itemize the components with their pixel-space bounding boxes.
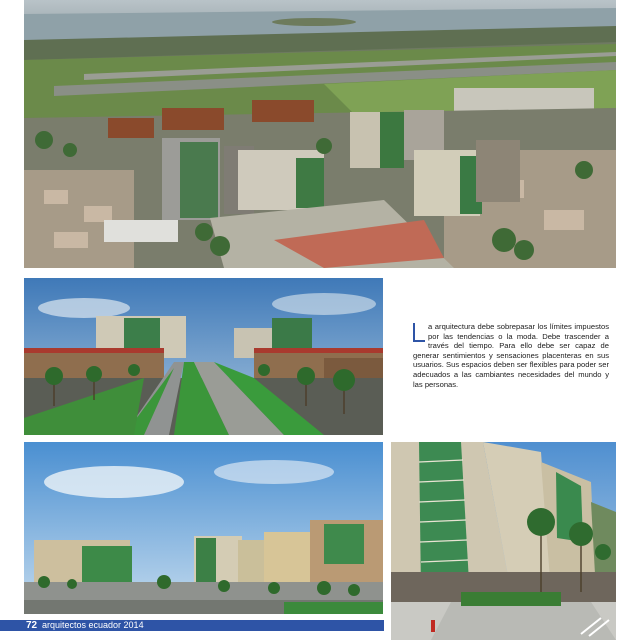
publication-name: arquitectos ecuador 2014: [42, 620, 144, 630]
page-footer: [0, 620, 640, 640]
page-number: 72: [26, 620, 38, 631]
dropcap-l-mark: [413, 323, 425, 342]
article-paragraph: [413, 322, 609, 389]
tower-rendering: [391, 442, 616, 640]
boulevard-rendering: [24, 278, 383, 435]
street-rendering: [24, 442, 383, 614]
aerial-photo: [24, 0, 616, 268]
article-text: a arquitectura debe sobrepasar los límites impuestos por las tendencias o la moda. Debe trascender a través del tiempo. Para ello debe ser capaz de generar sentimientos y sensaciones placenteras en sus usuarios. Sus espacios deben ser flexibles para poder ser adecuados a las cambiantes necesidades del mundo y las personas.: [413, 322, 609, 389]
